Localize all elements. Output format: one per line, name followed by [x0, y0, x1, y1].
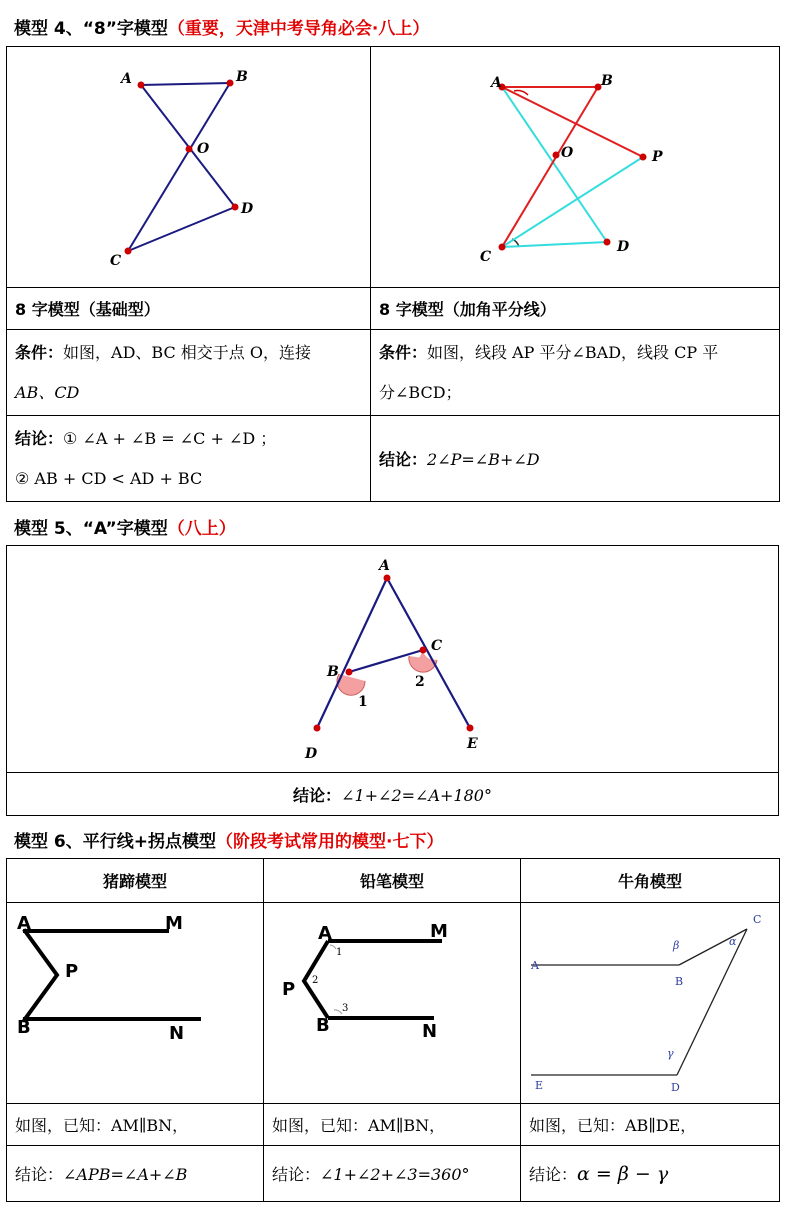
label-C: C: [753, 913, 762, 926]
figure-horn: [521, 903, 780, 1103]
conclusion-text: ∠1+∠2+∠3=360°: [320, 1165, 470, 1184]
label-B: B: [236, 69, 248, 85]
condition-text-2: 分∠BCD；: [379, 382, 462, 402]
col-title-horn: 牛角模型: [521, 859, 780, 903]
model5-conclusion: [7, 773, 779, 816]
label-B: B: [601, 73, 613, 89]
model4-heading-note: （重要，天津中考导角必会·八上）: [167, 19, 430, 39]
conclusion-text: 2∠P=∠B+∠D: [427, 450, 540, 469]
model6-figure-pencil: [264, 903, 521, 1104]
given-text: 如图，已知：AM∥BN，: [15, 1116, 189, 1135]
model6-table: [6, 858, 780, 1202]
condition-label: 条件：: [15, 342, 64, 362]
model6-conclusion-3: [521, 1146, 780, 1202]
label-B: B: [327, 664, 339, 680]
model6-figure-horn: [521, 903, 780, 1104]
label-B: B: [17, 1017, 31, 1038]
model6-heading: [14, 827, 443, 852]
label-M: M: [165, 913, 183, 934]
model6-figure-pig-hoof: [7, 903, 264, 1104]
given-text: 如图，已知：AB∥DE，: [529, 1116, 697, 1135]
model6-given-3: [521, 1104, 780, 1146]
conclusion-2: ② AB + CD < AD + BC: [15, 468, 203, 488]
label-N: N: [422, 1021, 438, 1042]
label-P: P: [65, 961, 79, 982]
conclusion-text: α = β − γ: [577, 1163, 669, 1185]
conclusion-1: ① ∠A + ∠B = ∠C + ∠D ；: [63, 428, 277, 448]
model4-left-title: 8 字模型（基础型）: [7, 288, 371, 330]
label-1: 1: [336, 947, 343, 958]
model4-left-condition: [7, 330, 371, 416]
model4-figure-bisector: [371, 47, 780, 288]
label-A: A: [17, 913, 31, 934]
label-D: D: [671, 1081, 680, 1094]
conclusion-label: 结论：: [272, 1165, 321, 1184]
given-text: 如图，已知：AM∥BN，: [272, 1116, 446, 1135]
label-A: A: [531, 959, 539, 972]
label-D: D: [241, 201, 254, 217]
conclusion-text: ∠APB=∠A+∠B: [63, 1165, 188, 1184]
model5-figure: [7, 546, 779, 773]
model5-heading-main: 模型 5、“A”字模型: [14, 519, 168, 539]
conclusion-label: 结论：: [529, 1165, 578, 1184]
figure-8-basic: [7, 47, 371, 287]
conclusion-label: 结论：: [15, 1165, 64, 1184]
model5-heading-note: （八上）: [167, 519, 236, 539]
label-A: A: [121, 71, 132, 87]
model6-given-2: [264, 1104, 521, 1146]
label-2: 2: [312, 975, 319, 986]
col-title-pig-hoof: 猪蹄模型: [7, 859, 264, 903]
condition-text-2: AB、CD: [15, 382, 80, 402]
model6-conclusion-1: [7, 1146, 264, 1202]
label-E: E: [535, 1079, 544, 1092]
condition-label: 条件：: [379, 342, 428, 362]
label-1: 1: [358, 694, 368, 710]
model4-table: [6, 46, 780, 502]
label-beta: β: [673, 939, 680, 952]
model4-left-conclusion: [7, 416, 371, 502]
model5-heading: [14, 514, 236, 539]
model6-given-1: [7, 1104, 264, 1146]
label-D: D: [617, 239, 630, 255]
label-O: O: [197, 141, 210, 157]
model6-heading-note: （阶段考试常用的模型·七下）: [216, 832, 444, 852]
condition-text: 如图，线段 AP 平分∠BAD，线段 CP 平: [427, 342, 719, 362]
label-P: P: [282, 979, 296, 1000]
label-A: A: [491, 75, 502, 91]
conclusion-text: ∠1+∠2=∠A+180°: [341, 785, 492, 805]
figure-pig-hoof: [7, 903, 264, 1103]
figure-8-bisector: [371, 47, 780, 287]
label-N: N: [169, 1023, 185, 1044]
model5-table: [6, 545, 779, 816]
label-alpha: α: [729, 935, 737, 948]
model4-heading: [14, 14, 429, 39]
label-D: D: [305, 746, 318, 762]
conclusion-label: 结论：: [15, 428, 64, 448]
label-3: 3: [342, 1003, 349, 1014]
model6-heading-main: 模型 6、平行线+拐点模型: [14, 832, 216, 852]
label-M: M: [430, 921, 448, 942]
col-title-pencil: 铅笔模型: [264, 859, 521, 903]
figure-pencil: [264, 903, 521, 1103]
model4-right-title: 8 字模型（加角平分线）: [371, 288, 780, 330]
label-C: C: [110, 253, 122, 269]
label-B: B: [316, 1015, 330, 1036]
condition-text: 如图，AD、BC 相交于点 O，连接: [63, 342, 311, 362]
figure-a-model: [7, 546, 780, 772]
label-C: C: [431, 638, 443, 654]
model6-conclusion-2: [264, 1146, 521, 1202]
label-O: O: [561, 145, 574, 161]
model4-heading-main: 模型 4、“8”字模型: [14, 19, 168, 39]
label-gamma: γ: [667, 1047, 674, 1060]
label-2: 2: [415, 674, 425, 690]
label-C: C: [480, 249, 492, 265]
label-A: A: [379, 558, 390, 574]
label-A: A: [318, 923, 332, 944]
conclusion-label: 结论：: [379, 450, 428, 469]
label-E: E: [467, 736, 478, 752]
model4-right-conclusion: [371, 416, 780, 502]
model4-figure-basic: [7, 47, 371, 288]
label-B: B: [675, 975, 684, 988]
conclusion-label: 结论：: [293, 785, 342, 805]
model4-right-condition: [371, 330, 780, 416]
label-P: P: [652, 149, 663, 165]
